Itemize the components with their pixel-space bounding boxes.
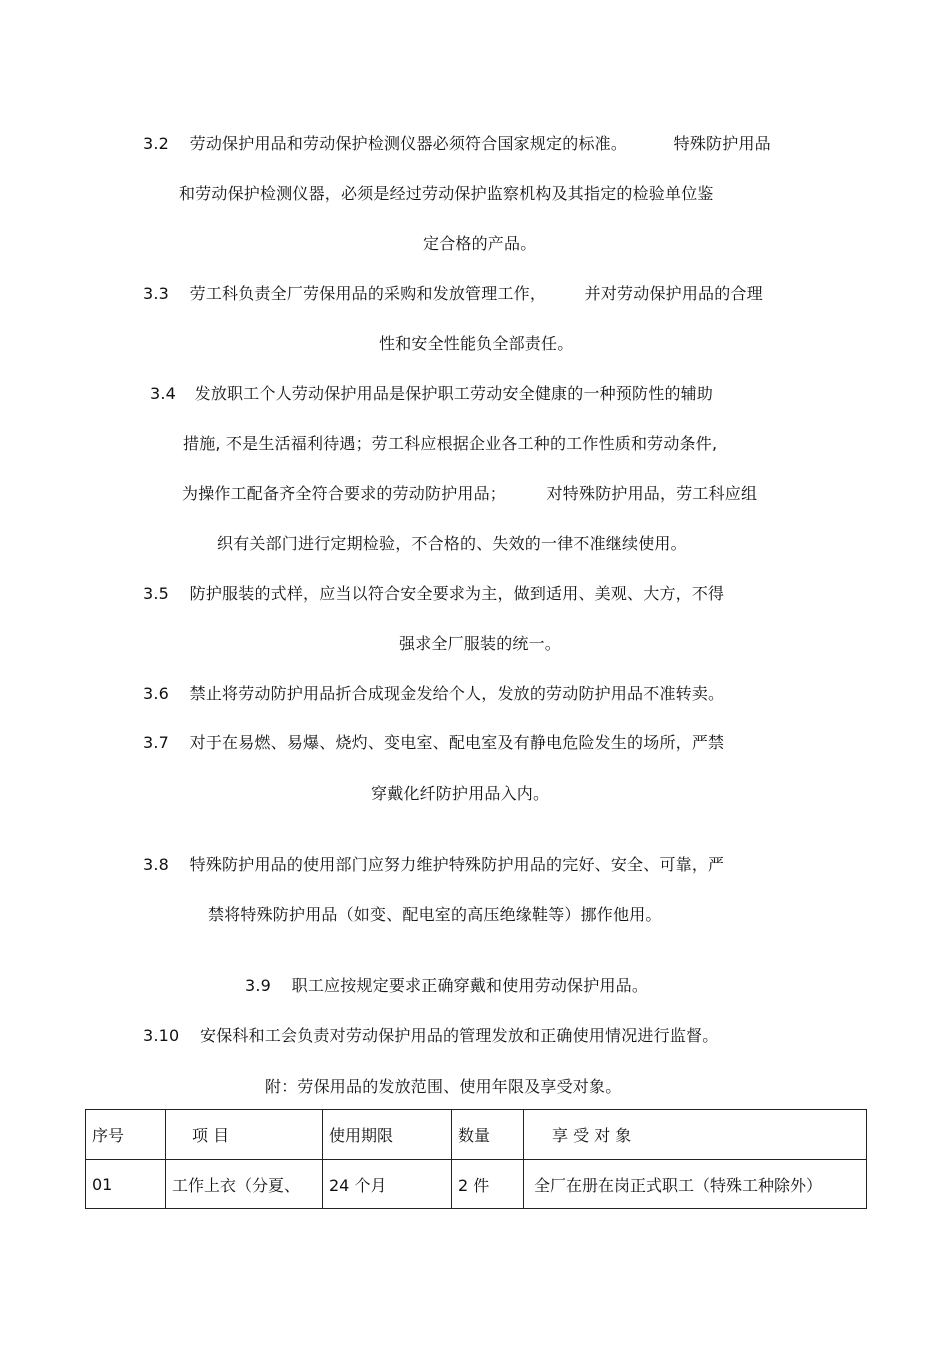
header-cell-serial: 序号 bbox=[86, 1110, 166, 1160]
clause-3-4-line-3 bbox=[182, 484, 757, 504]
header-cell-quantity: 数量 bbox=[452, 1110, 524, 1160]
clause-text: 特殊防护用品的使用部门应努力维护特殊防护用品的完好、安全、可靠，严 bbox=[189, 855, 725, 874]
clause-3-2-line-3: 定合格的产品。 bbox=[423, 234, 537, 253]
cell-quantity: 2 件 bbox=[452, 1160, 524, 1209]
clause-text: 对特殊防护用品，劳工科应组 bbox=[546, 484, 758, 503]
clause-text: 劳工科负责全厂劳保用品的采购和发放管理工作， bbox=[189, 284, 547, 303]
clause-3-8-line-2: 禁将特殊防护用品（如变、配电室的高压绝缘鞋等）挪作他用。 bbox=[208, 905, 662, 924]
clause-3-2-line-2: 和劳动保护检测仪器，必须是经过劳动保护监察机构及其指定的检验单位鉴 bbox=[179, 184, 714, 203]
clause-number: 3.2 bbox=[143, 134, 170, 153]
header-cell-item: 项 目 bbox=[166, 1110, 323, 1160]
clause-text: 发放职工个人劳动保护用品是保护职工劳动安全健康的一种预防性的辅助 bbox=[194, 384, 714, 403]
clause-number: 3.8 bbox=[143, 855, 170, 874]
clause-3-3-line-2: 性和安全性能负全部责任。 bbox=[379, 334, 574, 353]
clause-3-9-line-1 bbox=[245, 976, 648, 996]
clause-text: 职工应按规定要求正确穿戴和使用劳动保护用品。 bbox=[291, 976, 649, 995]
cell-period: 24 个月 bbox=[323, 1160, 452, 1209]
clause-text: 禁止将劳动防护用品折合成现金发给个人，发放的劳动防护用品不准转卖。 bbox=[189, 684, 725, 703]
clause-number: 3.9 bbox=[245, 976, 272, 995]
clause-3-7-line-2: 穿戴化纤防护用品入内。 bbox=[371, 784, 550, 803]
clause-3-5-line-2: 强求全厂服装的统一。 bbox=[399, 634, 562, 653]
clause-number: 3.4 bbox=[150, 384, 177, 403]
clause-text: 防护服装的式样，应当以符合安全要求为主，做到适用、美观、大方，不得 bbox=[189, 584, 725, 603]
appendix-caption: 附：劳保用品的发放范围、使用年限及享受对象。 bbox=[265, 1077, 622, 1096]
clause-3-7-line-1 bbox=[143, 733, 724, 753]
clause-3-8-line-1 bbox=[143, 855, 724, 875]
clause-text: 特殊防护用品 bbox=[673, 134, 771, 153]
clause-number: 3.7 bbox=[143, 733, 170, 752]
clause-text: 为操作工配备齐全符合要求的劳动防护用品； bbox=[182, 484, 507, 503]
table-header-row bbox=[86, 1110, 867, 1160]
clause-number: 3.5 bbox=[143, 584, 170, 603]
table-row bbox=[86, 1160, 867, 1209]
clause-3-4-line-1 bbox=[150, 384, 713, 404]
cell-serial: 01 bbox=[86, 1160, 166, 1209]
clause-number: 3.3 bbox=[143, 284, 170, 303]
clause-3-6-line-1 bbox=[143, 684, 724, 704]
clause-text: 劳动保护用品和劳动保护检测仪器必须符合国家规定的标准。 bbox=[189, 134, 628, 153]
cell-recipients: 全厂在册在岗正式职工（特殊工种除外） bbox=[524, 1160, 867, 1209]
clause-number: 3.6 bbox=[143, 684, 170, 703]
distribution-table bbox=[85, 1109, 867, 1209]
clause-3-10-line-1 bbox=[143, 1026, 718, 1046]
header-cell-recipients: 享 受 对 象 bbox=[524, 1110, 867, 1160]
clause-3-4-line-4: 织有关部门进行定期检验，不合格的、失效的一律不准继续使用。 bbox=[217, 534, 687, 553]
header-cell-period: 使用期限 bbox=[323, 1110, 452, 1160]
clause-3-5-line-1 bbox=[143, 584, 724, 604]
clause-3-3-line-1 bbox=[143, 284, 763, 304]
clause-text: 安保科和工会负责对劳动保护用品的管理发放和正确使用情况进行监督。 bbox=[200, 1026, 719, 1045]
clause-number: 3.10 bbox=[143, 1026, 180, 1045]
cell-item: 工作上衣（分夏、 bbox=[166, 1160, 323, 1209]
clause-text: 并对劳动保护用品的合理 bbox=[584, 284, 763, 303]
clause-3-2-line-1 bbox=[143, 134, 771, 154]
clause-3-4-line-2: 措施, 不是生活福利待遇；劳工科应根据企业各工种的工作性质和劳动条件, bbox=[183, 434, 718, 453]
clause-text: 对于在易燃、易爆、烧灼、变电室、配电室及有静电危险发生的场所，严禁 bbox=[189, 733, 725, 752]
